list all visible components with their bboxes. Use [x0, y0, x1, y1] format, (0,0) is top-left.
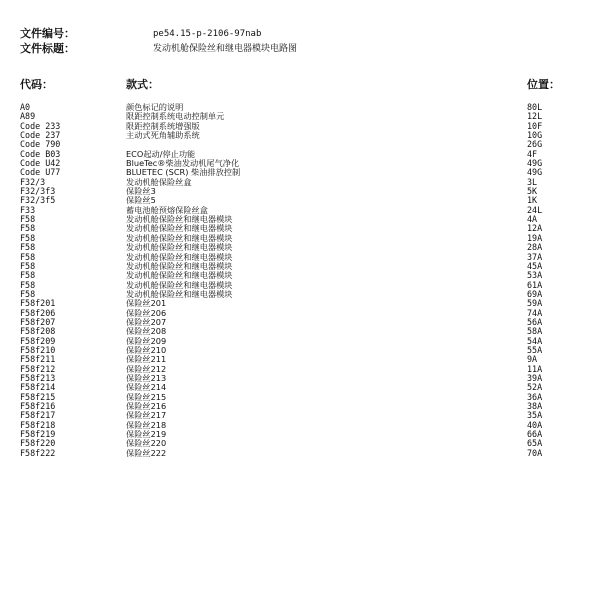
grid-position: 1K: [527, 195, 538, 206]
grid-position: 58A: [527, 326, 543, 337]
component-code: Code U42: [20, 158, 61, 169]
grid-position: 24L: [527, 204, 543, 215]
table-row: [0, 196, 602, 205]
component-code: F58f214: [20, 382, 56, 393]
component-description: 保险丝214: [126, 382, 167, 393]
component-description: 保险丝217: [126, 410, 167, 421]
component-description: 保险丝208: [126, 326, 167, 337]
component-description: 保险丝212: [126, 363, 167, 374]
grid-position: 19A: [527, 232, 543, 243]
component-description: 保险丝209: [126, 335, 167, 346]
component-description: 发动机舱保险丝和继电器模块: [126, 279, 233, 290]
component-code: F58f215: [20, 391, 56, 402]
table-row: [0, 309, 602, 318]
table-row: [0, 430, 602, 439]
grid-position: 38A: [527, 401, 543, 411]
grid-position: 59A: [527, 298, 543, 309]
component-code: F58f218: [20, 419, 56, 430]
component-description: 保险丝219: [126, 429, 167, 440]
table-row: [0, 355, 602, 364]
doc-number-value: pe54.15-p-2106-97nab: [153, 29, 262, 39]
table-row: [0, 243, 602, 252]
grid-position: 56A: [527, 316, 543, 327]
table-row: [0, 262, 602, 271]
grid-position: 10G: [527, 130, 543, 141]
table-row: [0, 318, 602, 327]
grid-position: 74A: [527, 307, 543, 318]
grid-position: 5K: [527, 186, 538, 197]
table-row: [0, 253, 602, 262]
component-description: 主动式死角辅助系统: [126, 130, 200, 141]
grid-position: 12A: [527, 223, 543, 234]
component-code: F33: [20, 204, 36, 215]
grid-position: 61A: [527, 279, 543, 290]
component-code: F58f222: [20, 447, 56, 458]
grid-position: 12L: [527, 111, 543, 122]
table-row: [0, 337, 602, 346]
table-row: [0, 103, 602, 112]
component-code: F58f209: [20, 335, 56, 346]
component-description: BLUETEC (SCR) 柴油排放控制: [126, 167, 241, 178]
component-description: 保险丝211: [126, 354, 167, 365]
grid-position: 26G: [527, 139, 543, 150]
grid-position: 3L: [527, 176, 538, 187]
grid-position: 40A: [527, 419, 543, 430]
component-code: F58f208: [20, 326, 56, 337]
grid-position: 11A: [527, 363, 543, 374]
table-row: [0, 215, 602, 224]
grid-position: 45A: [527, 260, 543, 271]
table-row: [0, 327, 602, 336]
table-row: [0, 131, 602, 140]
component-description: 保险丝220: [126, 438, 167, 449]
grid-position: 70A: [527, 447, 543, 458]
doc-title-label: 文件标题：: [20, 42, 75, 55]
component-code: F58: [20, 251, 36, 262]
column-header-position: 位置：: [527, 78, 560, 91]
table-row: [0, 187, 602, 196]
component-code: F32/3: [20, 176, 46, 187]
component-code: F58f219: [20, 429, 56, 440]
component-description: ECO起动/停止功能: [126, 148, 196, 159]
component-description: 保险丝215: [126, 391, 167, 402]
component-description: 颜色标记的说明: [126, 102, 184, 112]
legend-table-body: [0, 103, 602, 458]
table-row: [0, 402, 602, 411]
table-row: [0, 178, 602, 187]
component-description: 发动机舱保险丝和继电器模块: [126, 232, 233, 243]
grid-position: 49G: [527, 167, 543, 178]
component-code: F58: [20, 223, 36, 234]
component-code: F58: [20, 279, 36, 290]
table-row: [0, 449, 602, 458]
grid-position: 49G: [527, 158, 543, 169]
component-description: 保险丝216: [126, 401, 167, 411]
table-row: [0, 281, 602, 290]
component-description: 发动机舱保险丝和继电器模块: [126, 214, 233, 225]
component-code: F58f207: [20, 316, 56, 327]
table-row: [0, 224, 602, 233]
component-description: 保险丝207: [126, 316, 167, 327]
table-row: [0, 346, 602, 355]
grid-position: 4F: [527, 148, 538, 159]
component-code: F58f220: [20, 438, 56, 449]
grid-position: 9A: [527, 354, 538, 365]
table-row: [0, 234, 602, 243]
component-code: A89: [20, 111, 36, 122]
component-description: 保险丝210: [126, 344, 167, 355]
component-description: 保险丝3: [126, 186, 156, 197]
component-code: F58f217: [20, 410, 56, 421]
grid-position: 36A: [527, 391, 543, 402]
grid-position: 80L: [527, 102, 543, 112]
component-description: 发动机舱保险丝和继电器模块: [126, 242, 233, 253]
component-code: F58f210: [20, 344, 56, 355]
table-row: [0, 168, 602, 177]
component-description: 保险丝206: [126, 307, 167, 318]
grid-position: 54A: [527, 335, 543, 346]
component-code: F58f201: [20, 298, 56, 309]
component-description: 限距控制系统增强版: [126, 120, 200, 131]
table-row: [0, 271, 602, 280]
table-row: [0, 421, 602, 430]
table-row: [0, 383, 602, 392]
component-code: F58: [20, 260, 36, 271]
component-description: 保险丝213: [126, 372, 167, 383]
grid-position: 28A: [527, 242, 543, 253]
table-row: [0, 122, 602, 131]
component-description: 发动机舱保险丝和继电器模块: [126, 260, 233, 271]
component-description: 蓄电池舱预熔保险丝盒: [126, 204, 208, 215]
grid-position: 4A: [527, 214, 538, 225]
component-description: 保险丝201: [126, 298, 167, 309]
component-description: 保险丝5: [126, 195, 156, 206]
component-code: Code U77: [20, 167, 61, 178]
component-code: Code 233: [20, 120, 61, 131]
component-code: F58: [20, 242, 36, 253]
component-code: F58f216: [20, 401, 56, 411]
table-row: [0, 365, 602, 374]
table-row: [0, 206, 602, 215]
table-row: [0, 150, 602, 159]
doc-title-value: 发动机舱保险丝和继电器模块电路图: [153, 44, 298, 54]
component-code: Code 790: [20, 139, 61, 150]
table-row: [0, 439, 602, 448]
component-code: F32/3f3: [20, 186, 56, 197]
component-description: 发动机舱保险丝和继电器模块: [126, 251, 233, 262]
table-row: [0, 112, 602, 121]
table-row: [0, 290, 602, 299]
component-description: 发动机舱保险丝和继电器模块: [126, 223, 233, 234]
grid-position: 35A: [527, 410, 543, 421]
table-row: [0, 411, 602, 420]
grid-position: 37A: [527, 251, 543, 262]
table-row: [0, 374, 602, 383]
doc-number-label: 文件编号：: [20, 27, 75, 40]
component-code: F32/3f5: [20, 195, 56, 206]
grid-position: 39A: [527, 372, 543, 383]
component-description: 限距控制系统电动控制单元: [126, 111, 225, 122]
grid-position: 52A: [527, 382, 543, 393]
grid-position: 66A: [527, 429, 543, 440]
component-code: F58f213: [20, 372, 56, 383]
component-description: 发动机舱保险丝和继电器模块: [126, 270, 233, 281]
component-description: 发动机舱保险丝和继电器模块: [126, 288, 233, 299]
component-description: BlueTec®柴油发动机尾气净化: [126, 158, 240, 169]
grid-position: 65A: [527, 438, 543, 449]
table-row: [0, 140, 602, 149]
component-description: 保险丝222: [126, 447, 167, 458]
table-row: [0, 393, 602, 402]
component-code: Code B03: [20, 148, 61, 159]
component-code: F58: [20, 214, 36, 225]
component-code: F58: [20, 288, 36, 299]
component-code: Code 237: [20, 130, 61, 141]
column-header-description: 款式：: [126, 78, 159, 91]
grid-position: 69A: [527, 288, 543, 299]
grid-position: 53A: [527, 270, 543, 281]
component-code: F58: [20, 232, 36, 243]
component-description: 保险丝218: [126, 419, 167, 430]
table-row: [0, 159, 602, 168]
component-description: 发动机舱保险丝盒: [126, 176, 192, 187]
component-code: F58f212: [20, 363, 56, 374]
table-row: [0, 299, 602, 308]
component-code: F58: [20, 270, 36, 281]
component-code: F58f211: [20, 354, 56, 365]
component-code: A0: [20, 102, 31, 112]
grid-position: 10F: [527, 120, 543, 131]
component-code: F58f206: [20, 307, 56, 318]
column-header-code: 代码：: [20, 78, 53, 91]
grid-position: 55A: [527, 344, 543, 355]
